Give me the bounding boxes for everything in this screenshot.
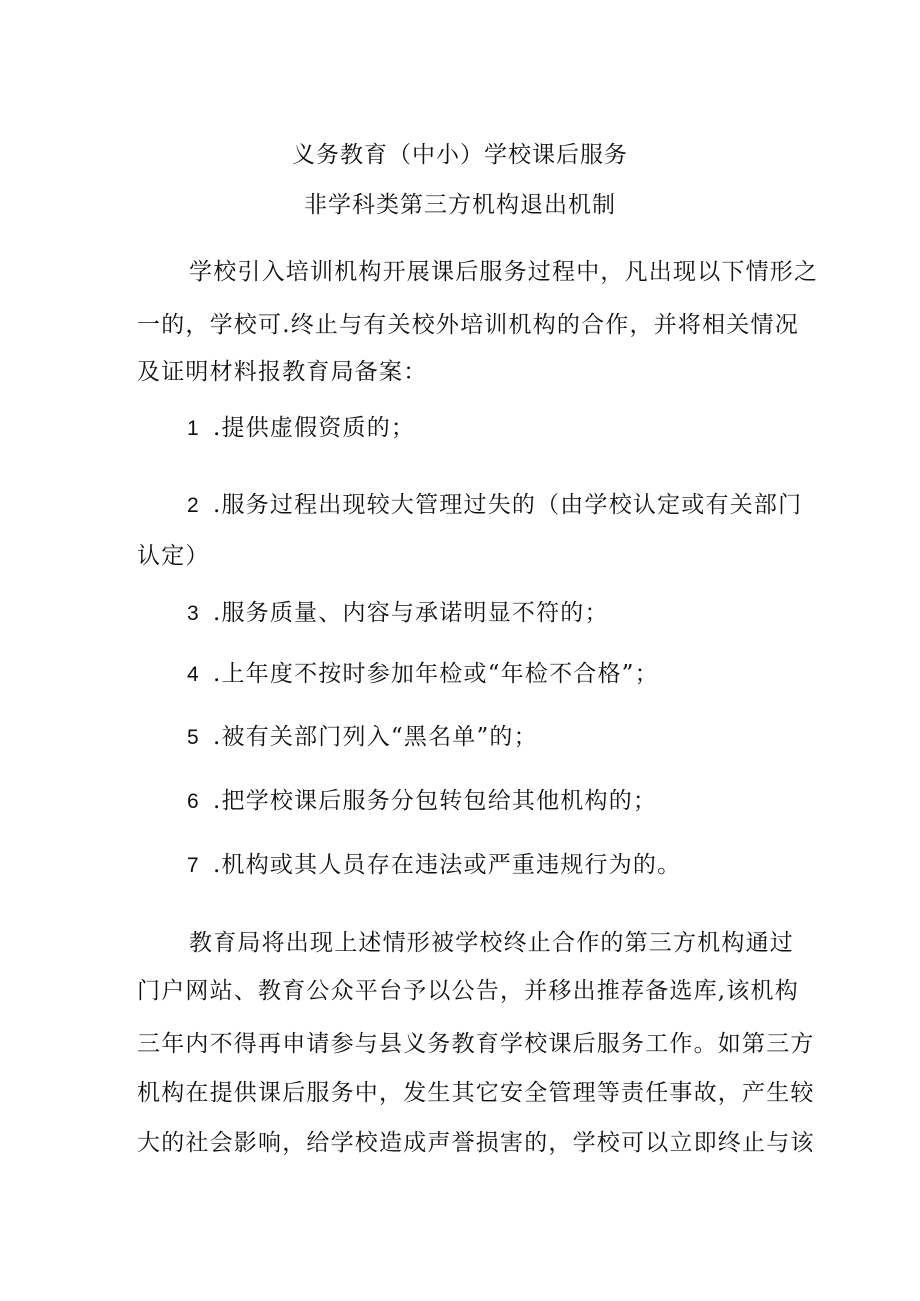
list-item-text: .把学校课后服务分包转包给其他机构的； bbox=[213, 788, 658, 814]
list-item-number: 4 bbox=[187, 663, 200, 686]
list-item-text: .服务过程出现较大管理过失的（由学校认定或有关部门 bbox=[213, 492, 803, 518]
list-item-3 bbox=[187, 594, 837, 627]
document-title-line-2: 非学科类第三方机构退出机制 bbox=[304, 192, 616, 218]
list-item-number: 6 bbox=[187, 790, 200, 813]
list-item-5 bbox=[187, 718, 837, 751]
list-item-number: 1 bbox=[187, 417, 200, 440]
list-item-text: .服务质量、内容与承诺明显不符的； bbox=[213, 600, 609, 626]
list-item-number: 3 bbox=[187, 602, 200, 625]
list-item-2 bbox=[187, 486, 837, 519]
closing-line-5: 大的社会影响，给学校造成声誉损害的，学校可以立即终止与该 bbox=[137, 1130, 815, 1156]
closing-line-1: 教育局将出现上述情形被学校终止合作的第三方机构通过 bbox=[189, 930, 794, 956]
list-item-1 bbox=[187, 409, 837, 442]
document-title-line-1: 义务教育（中小）学校课后服务 bbox=[292, 142, 628, 168]
list-item-number: 5 bbox=[187, 726, 200, 749]
list-item-number: 7 bbox=[187, 854, 200, 877]
list-item-text: .上年度不按时参加年检或“年检不合格”； bbox=[213, 661, 659, 687]
closing-line-2: 门户网站、教育公众平台予以公告，并移出推荐备选库,该机构 bbox=[137, 978, 799, 1004]
list-item-4 bbox=[187, 655, 837, 688]
intro-line-1: 学校引入培训机构开展课后服务过程中，凡出现以下情形之 bbox=[189, 259, 819, 285]
list-item-7 bbox=[187, 846, 837, 879]
closing-line-4: 机构在提供课后服务中，发生其它安全管理等责任事故，产生较 bbox=[137, 1080, 815, 1106]
list-item-text: .机构或其人员存在违法或严重违规行为的。 bbox=[213, 852, 682, 878]
closing-line-3: 三年内不得再申请参与县义务教育学校课后服务工作。如第三方 bbox=[137, 1031, 815, 1057]
list-item-2-continuation: 认定） bbox=[137, 543, 210, 569]
list-item-6 bbox=[187, 782, 837, 815]
intro-line-2: 一的，学校可.终止与有关校外培训机构的合作，并将相关情况 bbox=[137, 312, 799, 338]
list-item-number: 2 bbox=[187, 494, 200, 517]
intro-line-3: 及证明材料报教育局备案： bbox=[137, 359, 428, 385]
list-item-text: .提供虚假资质的； bbox=[213, 415, 416, 441]
list-item-text: .被有关部门列入“黑名单”的； bbox=[213, 724, 538, 750]
